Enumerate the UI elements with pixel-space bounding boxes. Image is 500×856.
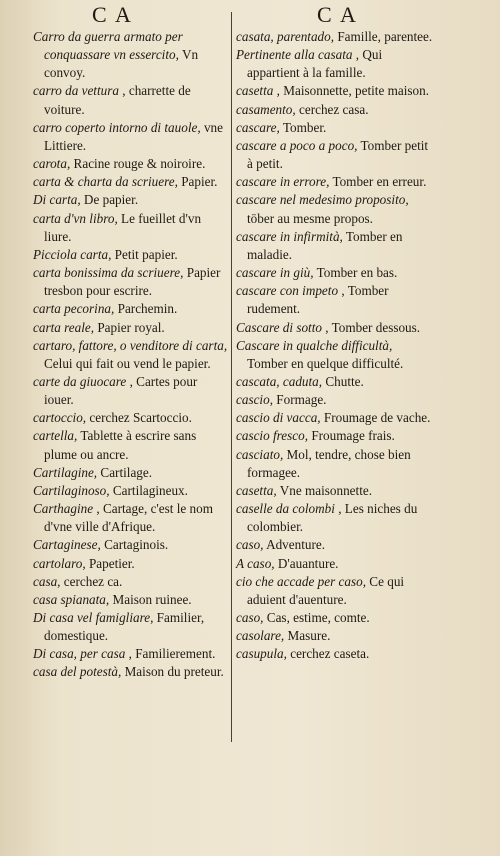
entry-definition: , charrette de voiture. [44,83,191,117]
entry-headword: caso, [236,610,264,625]
dictionary-entry [33,300,228,318]
dictionary-entry [236,282,434,318]
entry-headword: cartoccio, [33,410,87,426]
entry-headword: cascio fresco, [236,428,309,444]
entry-headword: cascio, [236,392,273,408]
entry-headword: casamento, [236,101,296,117]
entry-headword: casa del potestà, [33,664,122,680]
dictionary-entry [236,645,434,663]
entry-definition: tōber au mesme propos. [247,210,373,226]
dictionary-entry [33,573,228,591]
dictionary-entry [33,645,228,663]
entry-headword: Cartaginese, [33,537,101,553]
dictionary-entry [33,28,228,82]
entry-definition: Ce qui aduient d'auenture. [247,573,405,607]
dictionary-entry [33,555,228,573]
entry-definition: , Maisonnette, petite maison. [276,83,430,99]
entry-headword: Cascare in qualche difficultà, [236,337,393,353]
entry-definition: Cartilage. [100,464,153,480]
entry-definition: Cartaginois. [104,537,169,553]
entry-definition: Papier tresbon pour escrire. [44,265,221,299]
entry-definition: Tomber en maladie. [247,228,403,262]
entry-definition: cerchez caseta. [290,646,370,662]
entry-headword: Di casa vel famigliare, [33,610,154,625]
right-column [236,28,434,663]
dictionary-entry [236,391,434,409]
dictionary-entry [236,500,434,536]
left-column [33,28,228,682]
entry-headword: carta bonissima da scriuere, [33,265,184,281]
entry-headword: caselle da colombi [236,501,335,517]
entry-definition: Papier. [181,174,218,190]
entry-definition: Famille, parentee. [337,29,433,44]
entry-headword: carta & charta da scriuere, [33,174,178,190]
entry-definition: Froumage de vache. [323,410,431,426]
dictionary-entry [236,82,434,100]
dictionary-entry [236,228,434,264]
dictionary-entry [236,319,434,337]
entry-headword: cartaro, fattore, o venditore di carta, [33,337,228,353]
entry-headword: cascata, caduta, [236,373,323,389]
dictionary-entry [236,627,434,645]
dictionary-entry [236,482,434,500]
entry-headword: carta reale, [33,319,95,335]
entry-definition: Racine rouge & noiroire. [73,156,206,172]
dictionary-entry [33,82,228,118]
running-header [0,2,500,26]
entry-definition: Papetier. [88,555,135,571]
entry-definition: Vn convoy. [44,47,199,81]
dictionary-entry [236,427,434,445]
entry-definition: , Cartes pour iouer. [44,373,198,408]
entry-headword: Di carta, [33,192,81,208]
entry-definition: Tomber en bas. [316,265,398,281]
dictionary-entry [33,191,228,209]
entry-definition: Celui qui fait ou vend le papier. [44,355,211,371]
dictionary-entry [236,173,434,191]
entry-headword: cascare con impeto [236,283,339,299]
entry-headword: carta d'vn libro, [33,210,118,226]
dictionary-entry [33,427,228,463]
entry-headword: Carro da guerra armato per conquassare vn essercito, [33,29,183,63]
dictionary-entry [236,28,434,46]
dictionary-entry [236,609,434,627]
entry-headword: Di casa, per casa [33,646,126,662]
entry-definition: Tomber petit à petit. [247,137,429,172]
entry-headword: cascare, [236,119,280,135]
dictionary-entry [236,46,434,82]
dictionary-entry [33,500,228,536]
entry-definition: Maison ruinee. [112,591,192,607]
entry-headword: carta pecorina, [33,301,115,317]
entry-headword: casolare, [236,628,285,644]
dictionary-entry [236,191,434,227]
entry-headword: cascare a poco a poco, [236,137,358,153]
entry-definition: , Qui appartient à la famille. [247,47,383,81]
dictionary-entry [236,536,434,554]
entry-headword: casciato, [236,446,284,462]
entry-definition: , Familierement. [128,646,216,662]
entry-headword: carro coperto intorno di tauole, [33,119,201,135]
entry-definition: vne Littiere. [44,119,223,153]
dictionary-entry [236,337,434,373]
entry-definition: , Tomber rudement. [247,283,389,317]
entry-headword: Cascare di sotto [236,319,322,335]
entry-headword: cascare in infirmità, [236,228,343,244]
entry-headword: carota, [33,156,71,172]
entry-headword: carro da vettura [33,83,119,99]
dictionary-entry [33,119,228,155]
dictionary-entry [33,173,228,191]
entry-definition: , Tomber dessous. [325,319,421,335]
dictionary-entry [33,609,228,645]
entry-headword: Carthagine [33,501,94,517]
entry-definition: Formage. [276,392,327,408]
entry-headword: Cartilagine, [33,464,98,480]
entry-headword: casa spianata, [33,591,110,607]
entry-headword: casetta, [236,482,277,498]
entry-definition: Tablette à escrire sans plume ou ancre. [44,428,197,462]
entry-headword: cartella, [33,428,78,444]
entry-headword: cio che accade per caso, [236,573,366,589]
entry-definition: Papier royal. [97,319,165,335]
column-divider [231,12,232,742]
dictionary-entry [236,373,434,391]
entry-definition: cerchez ca. [63,573,123,589]
dictionary-entry [236,264,434,282]
entry-definition: cerchez casa. [299,101,369,117]
entry-headword: carte da giuocare [33,373,127,389]
dictionary-entry [33,591,228,609]
dictionary-entry [33,536,228,554]
dictionary-entry [33,155,228,173]
entry-definition: D'auanture. [277,555,339,571]
entry-definition: Chutte. [325,373,364,389]
dictionary-entry [33,246,228,264]
entry-definition: Tomber en erreur. [332,174,427,190]
dictionary-entry [236,101,434,119]
entry-headword: cascare nel medesimo proposito, [236,192,409,208]
entry-headword: casupula, [236,646,287,662]
entry-definition: Cartilagineux. [112,482,188,498]
entry-definition: Mol, tendre, chose bien formagee. [247,446,411,480]
dictionary-entry [236,573,434,609]
entry-definition: cerchez Scartoccio. [89,410,192,426]
entry-headword: cascio di vacca, [236,410,321,426]
dictionary-entry [33,663,228,681]
dictionary-entry [236,555,434,573]
entry-definition: De papier. [83,192,139,208]
entry-definition: Cas, estime, comte. [266,610,370,625]
entry-definition: Petit papier. [114,246,178,262]
dictionary-entry [236,409,434,427]
entry-definition: Familier, domestique. [44,610,205,644]
entry-headword: Pertinente alla casata [236,47,353,63]
header-right: C A [317,2,358,27]
entry-definition: Maison du preteur. [124,664,224,680]
entry-headword: Cartilaginoso, [33,482,110,498]
entry-headword: Picciola carta, [33,246,112,262]
entry-definition: Tomber en quelque difficulté. [247,355,404,371]
dictionary-entry [33,373,228,409]
entry-headword: A caso, [236,555,275,571]
entry-headword: cartolaro, [33,555,86,571]
entry-headword: cascare in giù, [236,265,314,281]
entry-definition: , Les niches du colombier. [247,501,418,535]
dictionary-entry [33,482,228,500]
entry-definition: Tomber. [282,119,327,135]
entry-headword: caso, [236,537,264,553]
entry-headword: casetta [236,83,274,99]
entry-definition: Adventure. [266,537,326,553]
entry-definition: Le fueillet d'vn liure. [44,210,202,244]
entry-definition: Froumage frais. [311,428,395,444]
dictionary-entry [33,319,228,337]
entry-definition: Masure. [287,628,331,644]
entry-definition: Vne maisonnette. [279,482,373,498]
entry-headword: casa, [33,573,61,589]
dictionary-entry [33,337,228,373]
dictionary-entry [236,119,434,137]
dictionary-entry [236,137,434,173]
dictionary-entry [33,409,228,427]
entry-definition: Parchemin. [117,301,178,317]
dictionary-entry [236,446,434,482]
dictionary-entry [33,210,228,246]
dictionary-entry [33,464,228,482]
entry-definition: , Cartage, c'est le nom d'vne ville d'Afrique. [44,501,214,535]
entry-headword: cascare in errore, [236,174,330,190]
dictionary-entry [33,264,228,300]
header-left: C A [92,2,133,27]
entry-headword: casata, parentado, [236,29,335,44]
